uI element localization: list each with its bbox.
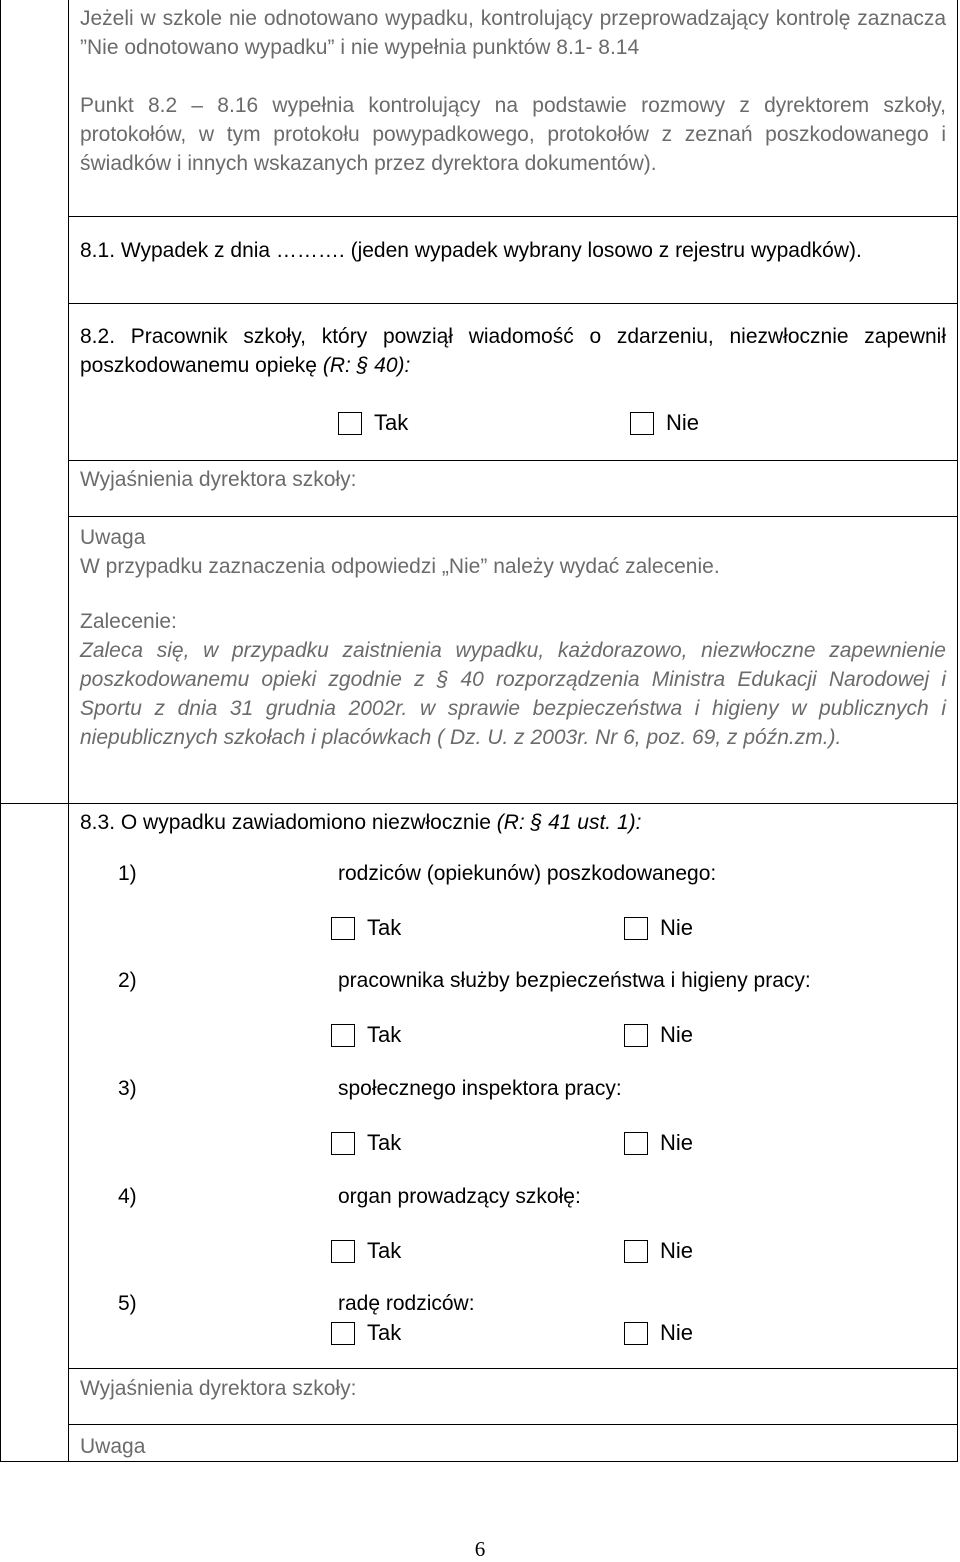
row-divider [0,803,957,804]
item-4-yes[interactable] [331,1238,401,1264]
no-checkbox[interactable] [624,917,648,940]
intro-paragraph-1: Jeżeli w szkole nie odnotowano wypadku, kontrolujący przeprowadzający kontrolę zaznacza ”Nie odnotowano wypadku” i nie wypełnia punktów 8.1- 8.14 [80,7,946,59]
item-3-yes[interactable] [331,1130,401,1156]
list-item-label: społecznego inspektora pracy: [338,1077,622,1100]
no-label: Nie [660,1130,694,1155]
no-label: Nie [660,915,694,940]
item-3-no[interactable] [624,1130,693,1156]
explanations-label: Wyjaśnienia dyrektora szkoły: [80,1377,357,1400]
item-5-no[interactable] [624,1320,693,1346]
list-item-label: radę rodziców: [338,1292,475,1315]
item-5-yes[interactable] [331,1320,401,1346]
list-item-number: 2) [118,969,137,992]
yes-checkbox[interactable] [331,917,355,940]
no-checkbox[interactable] [624,1132,648,1155]
intro-paragraph-2: Punkt 8.2 – 8.16 wypełnia kontrolujący na podstawie rozmowy z dyrektorem szkoły, protokołów, w tym protokołu powypadkowego, protokołów z zeznań poszkodowanego i świadków i innych wskazanych przez dyrektora dokumentów). [80,94,946,175]
list-item-label: pracownika służby bezpieczeństwa i higieny pracy: [338,969,811,992]
list-item-number: 5) [118,1292,137,1315]
section-8-2-question [80,322,946,380]
table-border-column [68,0,69,1462]
yes-checkbox[interactable] [331,1132,355,1155]
table-border-left [0,0,1,1462]
list-item-number: 4) [118,1185,137,1208]
table-border-right [957,0,958,1462]
yes-label: Tak [367,915,402,940]
yes-checkbox[interactable] [331,1024,355,1047]
list-item-number: 1) [118,862,137,885]
list-item-label: rodziców (opiekunów) poszkodowanego: [338,862,717,885]
answer-yes[interactable] [338,410,408,436]
section-8-3-title-text: 8.3. O wypadku zawiadomiono niezwłocznie [80,811,491,834]
no-label: Nie [660,1022,694,1047]
row-divider [69,516,957,517]
item-2-no[interactable] [624,1022,693,1048]
yes-label: Tak [367,1022,402,1047]
row-divider [69,303,957,304]
no-label: Nie [660,1320,694,1345]
section-8-2-question-text: 8.2. Pracownik szkoły, który powziął wiadomość o zdarzeniu, niezwłocznie zapewnił poszkodowanemu opiekę [80,325,946,377]
note-title: Uwaga [80,526,146,549]
no-label: Nie [666,410,700,435]
yes-checkbox[interactable] [331,1240,355,1263]
yes-checkbox[interactable] [331,1322,355,1345]
no-checkbox[interactable] [624,1240,648,1263]
recommendation-title: Zalecenie: [80,610,177,633]
list-item-label: organ prowadzący szkołę: [338,1185,581,1208]
note-text: W przypadku zaznaczenia odpowiedzi „Nie” należy wydać zalecenie. [80,555,720,578]
table-border-bottom [0,1461,958,1462]
section-8-3-reference: (R: § 41 ust. 1): [496,811,642,834]
no-checkbox[interactable] [624,1322,648,1345]
yes-label: Tak [367,1130,402,1155]
row-divider [69,460,957,461]
page-number: 6 [474,1537,486,1561]
row-divider [69,1368,957,1369]
item-4-no[interactable] [624,1238,693,1264]
yes-checkbox[interactable] [338,412,362,435]
row-divider [69,1424,957,1425]
row-divider [69,216,957,217]
list-item-number: 3) [118,1077,137,1100]
yes-label: Tak [367,1320,402,1345]
no-label: Nie [660,1238,694,1263]
explanations-label: Wyjaśnienia dyrektora szkoły: [80,468,357,491]
item-1-no[interactable] [624,915,693,941]
no-checkbox[interactable] [624,1024,648,1047]
recommendation-text: Zaleca się, w przypadku zaistnienia wypadku, każdorazowo, niezwłoczne zapewnienie poszkodowanemu opieki zgodnie z § 40 rozporządzenia Ministra Edukacji Narodowej i Sportu z dnia 31 grudnia 2002r. w sprawie bezpieczeństwa i higieny w publicznych i niepublicznych szkołach i placówkach ( Dz. U. z 2003r. Nr 6, poz. 69, z późn.zm.). [80,639,946,749]
answer-no[interactable] [630,410,699,436]
section-8-3-title [80,808,946,837]
item-2-yes[interactable] [331,1022,401,1048]
yes-label: Tak [367,1238,402,1263]
section-8-1-text: 8.1. Wypadek z dnia ………. (jeden wypadek wybrany losowo z rejestru wypadków). [80,239,862,262]
no-checkbox[interactable] [630,412,654,435]
yes-label: Tak [374,410,409,435]
section-8-2-reference: (R: § 40): [322,354,411,377]
note-title: Uwaga [80,1435,146,1458]
item-1-yes[interactable] [331,915,401,941]
